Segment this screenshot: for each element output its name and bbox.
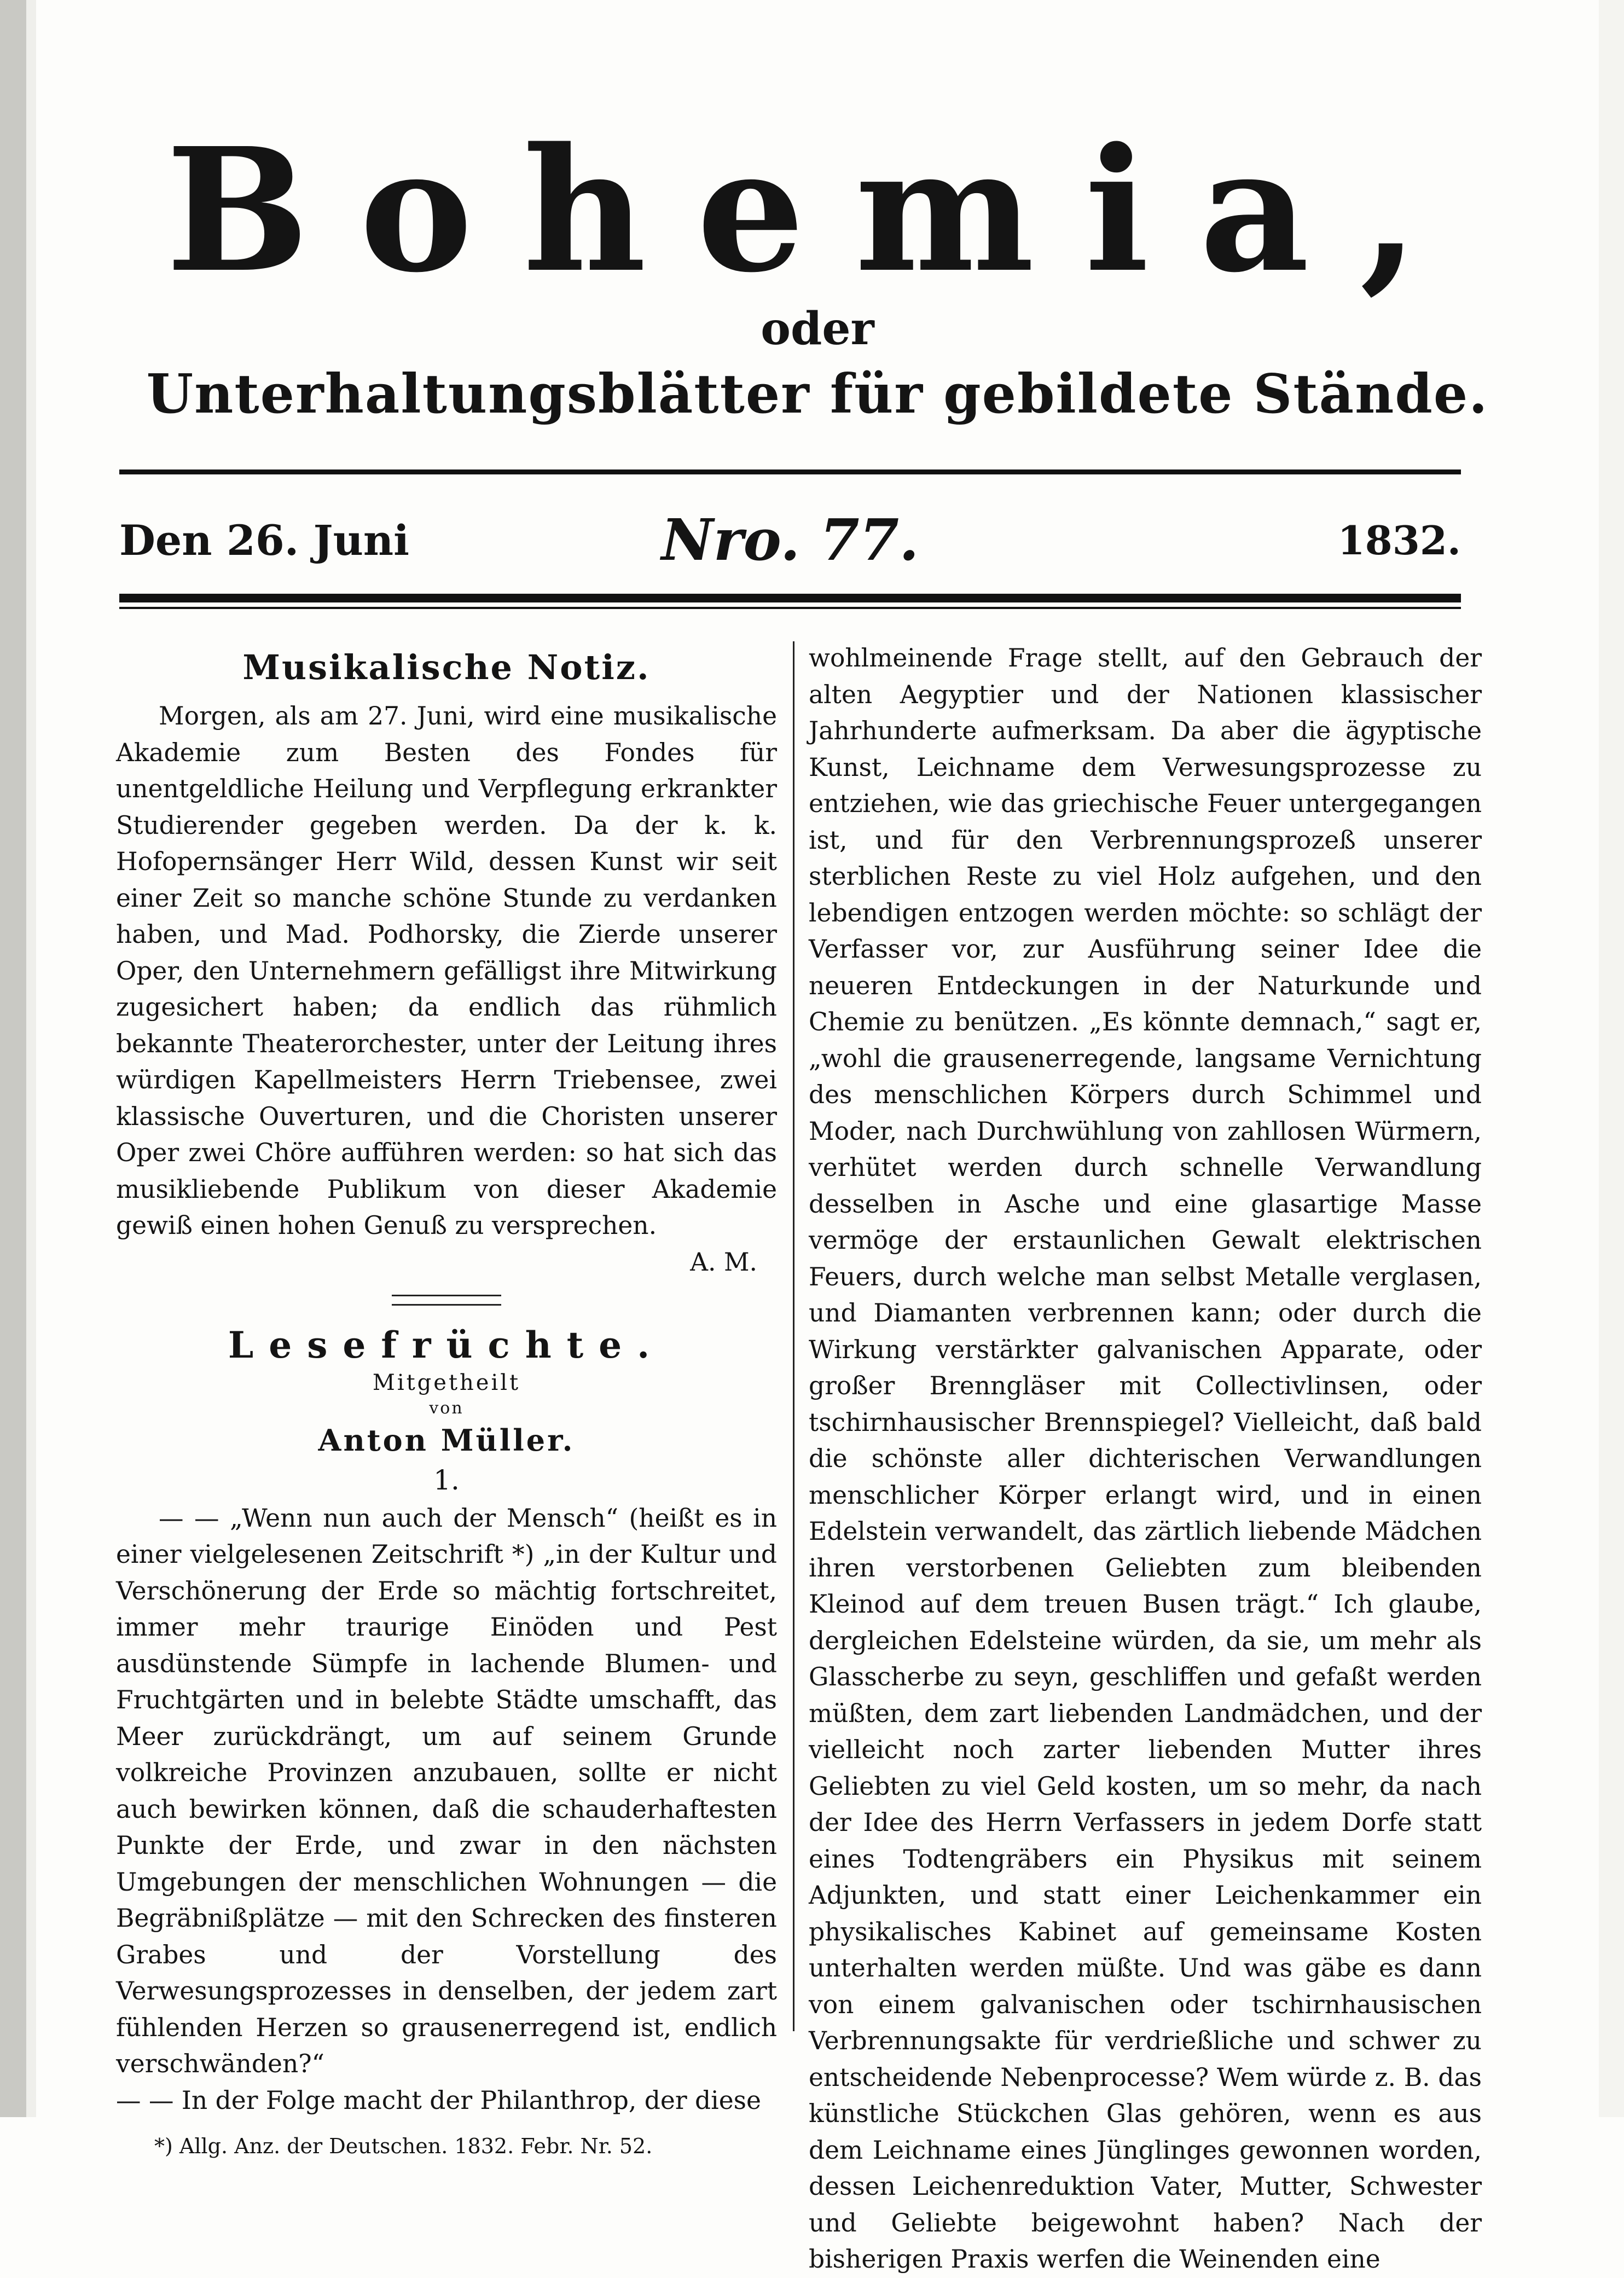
column-divider xyxy=(793,641,794,2031)
page-binding-shadow xyxy=(26,0,36,2117)
issue-date: Den 26. Juni xyxy=(119,516,409,565)
byline-mitgetheilt: Mitgetheilt xyxy=(372,1370,521,1395)
newspaper-subtitle: Unterhaltungsblätter für gebildete Stände. xyxy=(146,363,1489,426)
article-heading-musikalische-notiz: Musikalische Notiz. xyxy=(242,647,651,687)
section-number: 1. xyxy=(433,1464,460,1496)
issue-year: 1832. xyxy=(1337,517,1461,564)
dateline-rule-thick xyxy=(119,594,1461,602)
article-body-musikalische-notiz: Morgen, als am 27. Juni, wird eine musikalische Akademie zum Besten des Fondes für unentgeldliche Heilung und Verpflegung erkrankter Studierender gegeben werden. Da der k. k. Hofopernsänger Herr Wild, dessen Kunst wir seit einer Zeit so manche schöne Stunde zu verdanken haben, und Mad. Podhorsky, die Zierde unserer Oper, den Unternehmern gefälligst ihre Mitwirkung zugesichert haben; da endlich das rühmlich bekannte Theaterorchester, unter der Leitung ihres würdigen Kapellmeisters Herrn Triebensee, zwei klassische Ouverturen, und die Choristen unserer Oper zwei Chöre aufführen werden: so hat sich das musikliebende Publikum von dieser Akademie gewiß einen hohen Genuß zu versprechen. xyxy=(116,702,777,1240)
article-body-lesefruechte-cont: — — In der Folge macht der Philanthrop, der diese xyxy=(116,2085,761,2115)
dateline-rule-thin xyxy=(119,607,1461,609)
title-conjunction: oder xyxy=(761,303,874,355)
masthead-rule xyxy=(119,469,1461,474)
article-signature: A. M. xyxy=(690,1247,757,1277)
left-column xyxy=(116,640,777,2160)
article-body-lesefruechte: — — „Wenn nun auch der Mensch“ (heißt es in einer vielgelesenen Zeitschrift *) „in der Kultur und Verschönerung der Erde so mächtig fortschreitet, immer mehr traurige Einöden und Pest ausdünstende Sümpfe in lachende Blumen- und Fruchtgärten und in belebte Städte umschafft, das Meer zurückdrängt, um auf seinem Grunde volkreiche Provinzen anzubauen, sollte er nicht auch bewirken können, daß die schauderhaftesten Punkte der Erde, und zwar in den nächsten Umgebungen der menschlichen Wohnungen — die Begräbnißplätze — mit den Schrecken des finsteren Grabes und der Vorstellung des Verwesungsprozesses in denselben, der jedem zart fühlenden Herzen so grausenerregend ist, endlich verschwänden?“ xyxy=(116,1503,777,2078)
page-right-margin xyxy=(1599,0,1624,2117)
byline-von: von xyxy=(429,1398,464,1418)
section-divider xyxy=(392,1295,501,1306)
article-heading-lesefruechte: Lesefrüchte. xyxy=(228,1323,665,1366)
byline-author: Anton Müller. xyxy=(318,1422,575,1458)
footnote: *) Allg. Anz. der Deutschen. 1832. Febr. Nr. 52. xyxy=(154,2134,653,2158)
issue-number: Nro. 77. xyxy=(661,506,919,573)
right-column xyxy=(809,640,1482,2278)
page-binding-edge xyxy=(0,0,26,2117)
article-body-continued: wohlmeinende Frage stellt, auf den Gebrauch der alten Aegyptier und der Nationen klassischer Jahrhunderte aufmerksam. Da aber die ägyptische Kunst, Leichname dem Verwesungsprozesse zu entziehen, wie das griechische Feuer untergegangen ist, und für den Verbrennungsprozeß unserer sterblichen Reste zu viel Holz aufgehen, und den lebendigen entzogen werden möchte: so schlägt der Verfasser vor, zur Ausführung seiner Idee die neueren Entdeckungen in der Naturkunde und Chemie zu benützen. „Es könnte demnach,“ sagt er, „wohl die grausenerregende, langsame Vernichtung des menschlichen Körpers durch Schimmel und Moder, nach Durchwühlung von zahllosen Würmern, verhütet werden durch schnelle Verwandlung desselben in Asche und eine glasartige Masse vermöge der erstaunlichen Gewalt elektrischen Feuers, durch welche man selbst Metalle verglasen, und Diamanten verbrennen kann; oder durch die Wirkung verstärkter galvanischen Apparate, oder großer Brenngläser mit Collectivlinsen, oder tschirnhausischer Brennspiegel? Vielleicht, daß bald die schönste aller dichterischen Verwandlungen menschlicher Körper erlangt wird, und in einen Edelstein verwandelt, das zärtlich liebende Mädchen ihren verstorbenen Geliebten zum bleibenden Kleinod auf dem treuen Busen trägt.“ Ich glaube, dergleichen Edelsteine würden, da sie, um mehr als Glasscherbe zu seyn, geschliffen und gefaßt werden müßten, dem zart liebenden Landmädchen, und der vielleicht noch zarter liebenden Mutter ihres Geliebten zu viel Geld kosten, um so mehr, da nach der Idee des Herrn Verfassers in jedem Dorfe statt eines Todtengräbers ein Physikus mit seinem Adjunkten, und statt einer Leichenkammer ein physikalisches Kabinet auf gemeinsame Kosten unterhalten werden müßte. Und was gäbe es dann von einem galvanischen oder tschirnhausischen Verbrennungsakte für verdrießliche und schwer zu entscheidende Nebenprocesse? Wem würde z. B. das künstliche Stückchen Glas gehören, wenn es aus dem Leichname eines Jünglinges gewonnen worden, dessen Leichenreduktion Vater, Mutter, Schwester und Geliebte beigewohnt haben? Nach der bisherigen Praxis werfen die Weinenden eine xyxy=(809,644,1482,2274)
dateline xyxy=(119,506,1461,572)
newspaper-title: Bohemia, xyxy=(166,111,1469,310)
